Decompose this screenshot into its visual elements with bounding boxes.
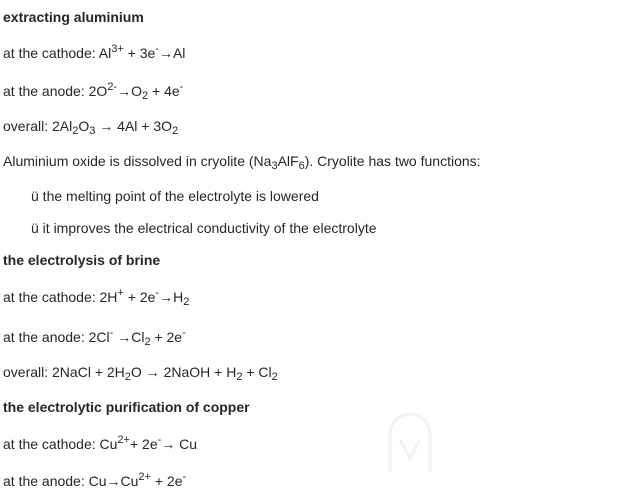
heading-purification-of-copper: the electrolytic purification of copper	[3, 399, 250, 415]
watermark-icon	[386, 410, 434, 476]
brine-anode-equation: at the anode: $2Cl^- \to Cl_2 + 2e^-$	[3, 327, 186, 348]
aluminium-anode-equation: at the anode: $2O^{2-}\to O_2 + 4e^-$	[3, 81, 184, 102]
cryolite-point-conductivity: ü it improves the electrical conductivity of the electrolyte	[31, 220, 377, 236]
heading-extracting-aluminium: extracting aluminium	[3, 9, 144, 25]
copper-anode-equation: at the anode: $Cu\to Cu^{2+} + 2e^-$	[3, 471, 187, 489]
copper-cathode-equation: at the cathode: $Cu^{2+}+ 2e^-\to Cu$	[3, 434, 198, 452]
brine-overall-equation: overall: 2NaCl + $2H_2O$ → 2NaOH + $H_2 + Cl_2$	[3, 364, 278, 383]
aluminium-cathode-equation: at the cathode: $Al^{3+} + 3e^-\to Al$	[3, 43, 186, 61]
brine-cathode-equation: at the cathode: $2H^+ + 2e^-\to H_2$	[3, 287, 190, 308]
heading-electrolysis-of-brine: the electrolysis of brine	[3, 252, 161, 268]
cryolite-point-melting: ü the melting point of the electrolyte is lowered	[31, 188, 319, 204]
aluminium-overall-equation: overall: $2Al_2O_3 \to 4Al + 3O_2$	[3, 118, 179, 137]
cryolite-note: Aluminium oxide is dissolved in cryolite $(Na_3AlF_6)$. Cryolite has two functions:	[3, 153, 481, 172]
